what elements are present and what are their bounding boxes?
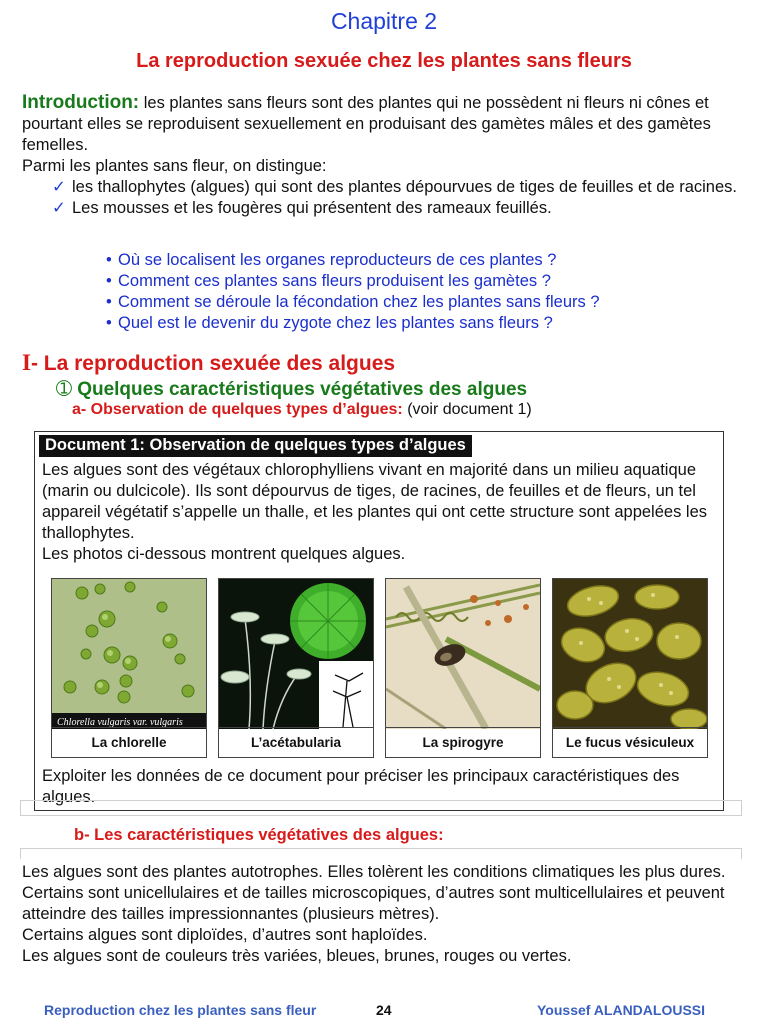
subsection-1-heading: ➀ Quelques caractéristiques végétatives des algues [56,379,528,400]
acetabularia-image [219,579,373,729]
body-paragraph: Certains algues sont diploïdes, d’autres sont haploïdes. [22,926,428,944]
footer-author: Youssef ALANDALOUSSI [537,1002,706,1018]
list-item: ✓ les thallophytes (algues) qui sont des plantes dépourvues de tiges de feuilles et de racines. [52,178,737,196]
body-paragraph: Les algues sont de couleurs très variées, bleues, brunes, rouges ou vertes. [22,947,572,965]
photo-caption: L’acétabularia [219,727,373,757]
photo-overlay-label: Chlorella vulgaris var. vulgaris [57,717,183,728]
footer-page-number: 24 [376,1002,392,1018]
body-paragraph: Les algues sont des plantes autotrophes. Elles tolèrent les conditions climatiques les plus dures. Certains sont unicellulaires et de tailles microscopiques, d’autres sont multicellulaires et peuvent atteindre des tailles impressionnantes (plusieurs mètres). [22,863,726,923]
question-item: • Quel est le devenir du zygote chez les plantes sans fleurs ? [106,314,553,332]
divider-box [20,848,742,859]
body-text [22,862,750,967]
photo-chlorella [51,578,207,758]
question-item: • Comment se déroule la fécondation chez les plantes sans fleurs ? [106,293,600,311]
list-item: ✓ Les mousses et les fougères qui présentent des rameaux feuillés. [52,199,552,217]
bullet-icon: • [106,293,112,311]
chapter-heading: Chapitre 2 [330,8,438,34]
photo-caption: La chlorelle [52,727,206,757]
fucus-image [553,579,707,729]
section-number: I [22,350,31,375]
subsection-1a-heading: a- Observation de quelques types d’algues: (voir document 1) [72,401,532,418]
introduction [22,92,742,219]
question-item: • Où se localisent les organes reproducteurs de ces plantes ? [106,251,557,269]
document-1-box [34,431,724,811]
check-icon: ✓ [52,199,66,217]
photos-intro: Les photos ci-dessous montrent quelques algues. [42,545,406,563]
document-paragraph: Les algues sont des végétaux chlorophylliens vivant en majorité dans un milieu aquatique (marin ou dulcicole). Ils sont dépourvus de tiges, de racines, de feuilles et de fleurs, un tel appareil végétatif s’appelle un thalle, et les plantes qui ont cette structure sont appelées les thallophytes. [42,461,708,542]
document-text [42,460,718,565]
spirogyra-image [386,579,540,729]
document-task: Exploiter les données de ce document pour préciser les principaux caractéristiques des algues. [42,767,680,806]
section-1-heading: I- La reproduction sexuée des algues [22,350,396,375]
photo-fucus [552,578,708,758]
intro-text: les plantes sans fleurs sont des plantes qui ne possèdent ni fleurs ni cônes et pourtant elles se reproduisent sexuellement en produisant des gamètes mâles et des gamètes femelles. [22,94,711,154]
question-item: • Comment ces plantes sans fleurs produisent les gamètes ? [106,272,551,290]
footer-course-title: Reproduction chez les plantes sans fleur [44,1002,317,1018]
intro-lead: Parmi les plantes sans fleur, on distingue: [22,157,327,175]
divider-box [20,800,742,816]
plant-types-list [22,177,742,219]
photo-caption: Le fucus vésiculeux [553,727,707,757]
bullet-icon: • [106,251,112,269]
chlorella-image [52,579,206,729]
photo-spirogyra [385,578,541,758]
document-title: Document 1: Observation de quelques types d’algues [39,435,472,457]
check-icon: ✓ [52,178,66,196]
bullet-icon: • [106,272,112,290]
subsection-1b-heading: b- Les caractéristiques végétatives des algues: [74,826,444,844]
page-title: La reproduction sexuée chez les plantes sans fleurs [136,50,632,72]
intro-paragraph [22,92,742,156]
bullet-icon: • [106,314,112,332]
photo-caption: La spirogyre [386,727,540,757]
photo-acetabularia [218,578,374,758]
intro-label: Introduction: [22,92,140,113]
questions-list [106,250,726,334]
